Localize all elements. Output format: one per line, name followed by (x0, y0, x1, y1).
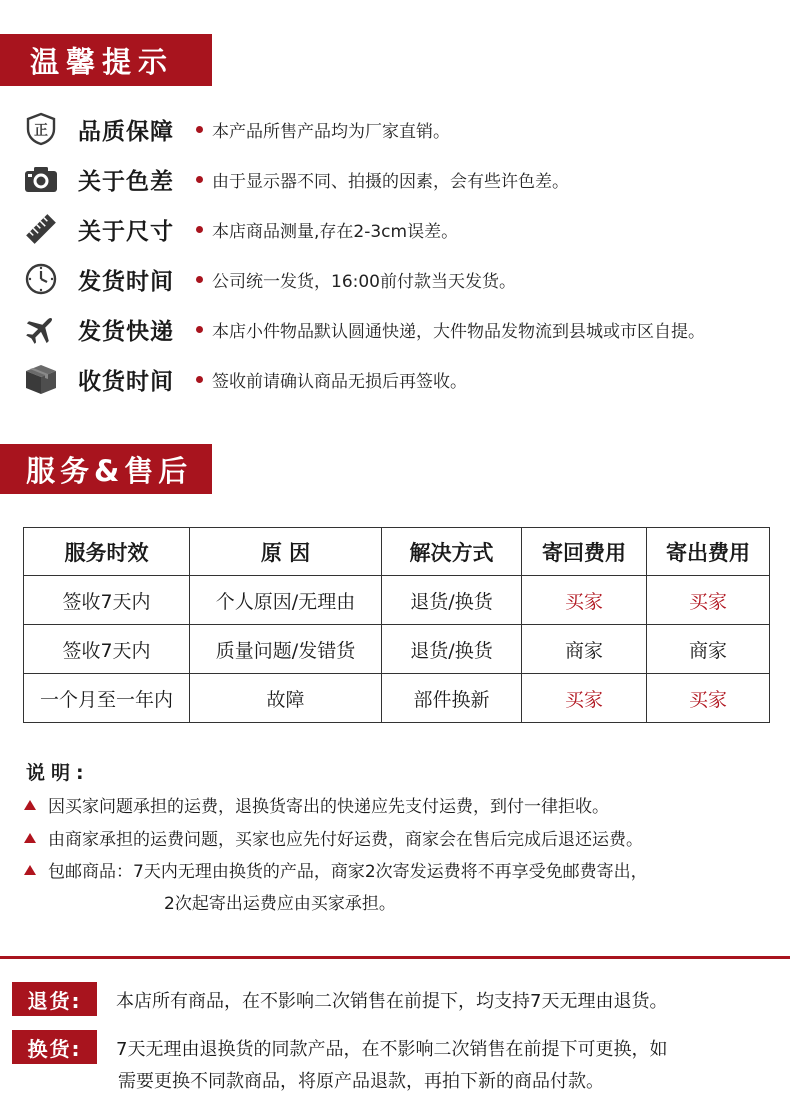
note-continuation (164, 889, 396, 914)
tip-row-express (22, 307, 782, 351)
tip-row-quality (22, 107, 782, 151)
triangle-bullet-icon (24, 865, 36, 875)
note-item (24, 825, 643, 850)
table-row (24, 625, 770, 674)
return-text: 本店所有商品，在不影响二次销售在前提下，均支持7天无理由退货。 (116, 991, 668, 1012)
tip-title: 发货时间 (78, 268, 174, 295)
svg-text:正: 正 (34, 123, 48, 139)
table-cell: 故障 (190, 674, 382, 723)
table-header: 寄出费用 (647, 528, 770, 576)
table-cell: 签收7天内 (24, 625, 190, 674)
bullet-dot (196, 226, 203, 233)
tip-row-color (22, 157, 782, 201)
triangle-bullet-icon (24, 800, 36, 810)
table-cell: 一个月至一年内 (24, 674, 190, 723)
tip-row-size (22, 207, 782, 251)
service-table (23, 527, 770, 723)
notes-title: 说明: (26, 762, 90, 784)
tip-text: 本产品所售产品均为厂家直销。 (212, 121, 450, 142)
table-header: 原 因 (190, 528, 382, 576)
service-banner: 服务&售后 (0, 444, 212, 494)
table-row (24, 674, 770, 723)
tips-banner: 温馨提示 (0, 34, 212, 86)
note-text: 2次起寄出运费应由买家承担。 (164, 894, 396, 914)
tip-text: 本店小件物品默认圆通快递，大件物品发物流到县城或市区自提。 (212, 321, 705, 342)
triangle-bullet-icon (24, 833, 36, 843)
table-cell: 买家 (522, 576, 647, 625)
table-cell: 买家 (522, 674, 647, 723)
table-cell: 质量问题/发错货 (190, 625, 382, 674)
tip-text: 本店商品测量,存在2-3cm误差。 (212, 221, 459, 242)
table-cell: 个人原因/无理由 (190, 576, 382, 625)
table-row (24, 576, 770, 625)
exchange-text-line1: 7天无理由退换货的同款产品，在不影响二次销售在前提下可更换，如 (116, 1039, 668, 1060)
bullet-dot (196, 276, 203, 283)
table-cell: 买家 (647, 576, 770, 625)
bullet-dot (196, 326, 203, 333)
section-divider (0, 956, 790, 959)
note-item (24, 792, 609, 817)
clock-icon (22, 260, 60, 298)
table-cell: 退货/换货 (382, 625, 522, 674)
tip-row-ship-time (22, 257, 782, 301)
tip-title: 品质保障 (78, 118, 174, 145)
table-cell: 部件换新 (382, 674, 522, 723)
bullet-dot (196, 176, 203, 183)
table-cell: 退货/换货 (382, 576, 522, 625)
table-cell: 签收7天内 (24, 576, 190, 625)
tip-row-receive (22, 357, 782, 401)
note-item (24, 857, 648, 882)
table-cell: 买家 (647, 674, 770, 723)
return-label: 退货: (12, 982, 97, 1016)
bullet-dot (196, 126, 203, 133)
table-cell: 商家 (647, 625, 770, 674)
tip-title: 发货快递 (78, 318, 174, 345)
tip-text: 公司统一发货，16:00前付款当天发货。 (212, 271, 516, 292)
tip-text: 签收前请确认商品无损后再签收。 (212, 371, 467, 392)
note-text: 由商家承担的运费问题，买家也应先付好运费，商家会在售后完成后退还运费。 (48, 830, 643, 850)
tip-title: 关于尺寸 (78, 218, 174, 245)
table-header: 寄回费用 (522, 528, 647, 576)
table-cell: 商家 (522, 625, 647, 674)
tip-title: 关于色差 (78, 168, 174, 195)
quality-shield-icon (22, 110, 60, 148)
package-box-icon (22, 360, 60, 398)
airplane-icon (22, 310, 60, 348)
bullet-dot (196, 376, 203, 383)
table-header: 解决方式 (382, 528, 522, 576)
note-text: 包邮商品：7天内无理由换货的产品，商家2次寄发运费将不再享受免邮费寄出， (48, 862, 648, 882)
camera-icon (22, 160, 60, 198)
table-header: 服务时效 (24, 528, 190, 576)
note-text: 因买家问题承担的运费，退换货寄出的快递应先支付运费，到付一律拒收。 (48, 797, 609, 817)
exchange-text-line2: 需要更换不同款商品，将原产品退款，再拍下新的商品付款。 (118, 1071, 604, 1092)
tip-text: 由于显示器不同、拍摄的因素，会有些许色差。 (212, 171, 569, 192)
table-header-row (24, 528, 770, 576)
ruler-icon (22, 210, 60, 248)
tip-title: 收货时间 (78, 368, 174, 395)
exchange-label: 换货: (12, 1030, 97, 1064)
